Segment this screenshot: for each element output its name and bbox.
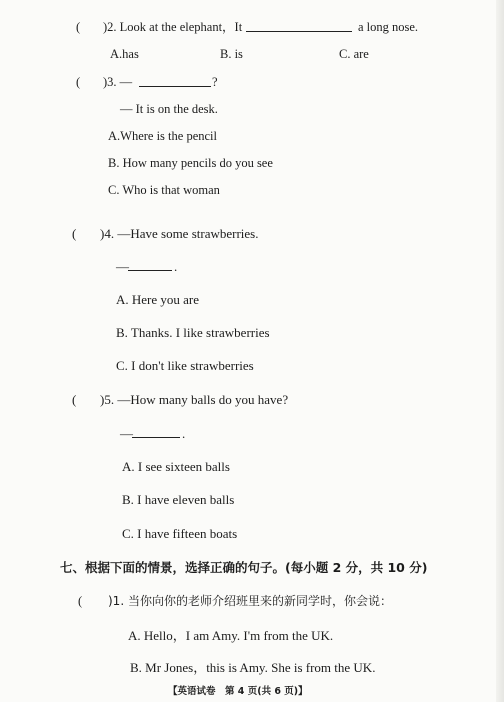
q3-option-a: A.Where is the pencil	[108, 129, 217, 143]
s7-q1-option-a: A. Hello，I am Amy. I'm from the UK.	[128, 628, 334, 643]
s7-q1-option-b: B. Mr Jones，this is Amy. She is from the UK.	[130, 660, 376, 675]
q3-stem-end: ?	[212, 75, 218, 89]
q3-option-b: B. How many pencils do you see	[108, 156, 273, 170]
q5-option-b: B. I have eleven balls	[122, 492, 235, 507]
q3-blank	[139, 75, 211, 87]
page-edge-shadow	[496, 0, 504, 702]
q5-option-a: A. I see sixteen balls	[122, 459, 230, 474]
q5-stem: )5. —How many balls do you have?	[100, 392, 289, 407]
q2-stem-end: a long nose.	[358, 20, 419, 34]
q5-blank	[132, 426, 180, 438]
q4-option-b: B. Thanks. I like strawberries	[116, 325, 270, 340]
section7-heading: 七、根据下面的情景，选择正确的句子。(每小题 2 分，共 10 分)	[60, 560, 428, 575]
q5-reply-end: .	[182, 426, 186, 441]
q2-option-c: C. are	[339, 47, 369, 61]
s7-q1-stem: )1. 当你向你的老师介绍班里来的新同学时，你会说：	[108, 594, 392, 608]
q3-option-c: C. Who is that woman	[108, 183, 220, 197]
q4-reply-dash: —	[116, 259, 129, 274]
q4-blank	[128, 259, 172, 271]
q2-option-b: B. is	[220, 47, 243, 61]
q5-reply-dash: —	[120, 426, 133, 441]
q2-paren: (	[76, 20, 81, 34]
q2-stem: )2. Look at the elephant，It	[103, 20, 243, 34]
q3-stem: )3. —	[103, 75, 133, 89]
q2-blank	[246, 20, 352, 32]
s7-q1-paren: (	[78, 594, 83, 608]
q4-paren: (	[72, 226, 77, 241]
q2-option-a: A.has	[110, 47, 139, 61]
page-footer: 【英语试卷 第 4 页(共 6 页)】	[168, 686, 308, 697]
q3-paren: (	[76, 75, 81, 89]
q4-option-a: A. Here you are	[116, 292, 200, 307]
q4-stem: )4. —Have some strawberries.	[100, 226, 259, 241]
q5-option-c: C. I have fifteen boats	[122, 526, 238, 541]
q5-paren: (	[72, 392, 77, 407]
q4-option-c: C. I don't like strawberries	[116, 358, 254, 373]
q4-reply-end: .	[174, 259, 178, 274]
q3-answer-line: — It is on the desk.	[120, 102, 218, 116]
